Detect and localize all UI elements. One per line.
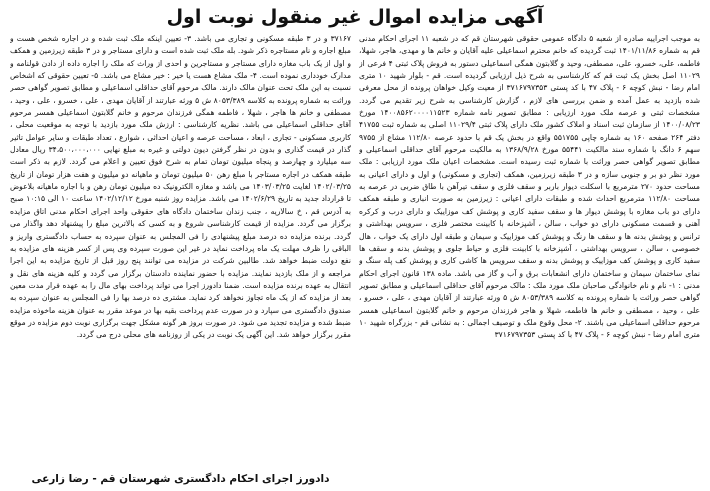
- text-column-left: [10, 33, 351, 486]
- notice-body-right: به موجب اجراییه صادره از شعبه ۵ دادگاه عمومی حقوقی شهرستان قم که در شعبه ۱۱ اجرای احکام مدنی قم به شماره ۱۴۰۱/۱۱/۸۶ ثبت گردیده که خانم محترم اسماعیلی علیه آقایان و خانم ها و مهدی، هاجر، شهلا، فاطمه، علی، خسرو، علی، مصطفی، وحید و گلابتون همگی اسماعیلی دستور به فروش پلاک ثبتی ۴ فرعی از ۱۱۰۲۹ اصل بخش یک ثبت قم که کارشناسی به شرح ذیل ارزیابی گردیده است. قم - بلوار شهید ۱۰ متری امام رضا - نبش کوچه ۶ - پلاک ۴۷ با کد پستی ۳۷۱۶۷۹۷۳۵۳ از معیت وکیل خواهان پرونده از محل معرفی شده بازدید به عمل آمده و ضمن بررسی های لازم ، گزارش کارشناسی به شرح زیر تقدیم می گردد. مشخصات ثبتی و عرصه ملک مورد ارزیابی : مطابق تصویر نامه شماره ۱۴۰۰۸۵۶۲۰۰۰۰۱۱۵۲۳ مورخ ۱۴۰۰/۰۸/۲۳ از سازمان ثبت اسناد و املاک کشور ملک دارای پلاک ثبتی ۱۱۰۲۹/۴ اصلی به شماره ثبت ۴۱۷۵۵ دفتر ۲۶۴ صفحه ۱۶۰ به شماره چاپی ۵۵۱۷۵۵ واقع در بخش یک قم با حدود عرصه ۱۱۲/۸۰ مشاع از ۹۷۵۵ سهم ۶ دانگ با شماره سند مالکیت ۵۵۴۴۱ مورخ ۱۳۶۸/۹/۲۸ به مالکیت مرحوم آقای حداقلی اسماعیلی و مطابق تصویر گواهی حصر وراثت با شماره ثبت رسیده است. مشخصات اعیان ملک مورد ارزیابی : ملک مورد نظر دو بر و جنوبی سازه و در ۳ طبقه زیرزمین، همکف (تجاری و مسکونی) و اول و دارای اعیانی به مساحت حدود ۲۷۰ مترمربع با اسکلت دیوار باربر و سقف فلزی و سقف تیرآهن با طاق ضربی در عرصه به مساحت ۱۱۲/۸۰ مترمربع احداث شده و طبقات دارای اعیانی : زیرزمین به صورت انباری و طبقه همکف دارای دو باب مغازه با پوشش دیوار ها و سقف سفید کاری و پوشش کف موزاییک و دارای درب و کرکره آهنی و قسمت مسکونی دارای دو خواب ، سالن ، آشپزخانه با کابینت مختصر فلزی ، سرویس بهداشتی و ترانس و پوشش بدنه ها و سقف ها رنگ و پوشش کف موزاییک و سیمان و طبقه اول دارای یک خواب ، هال خصوصی ، سالن ، سرویس بهداشتی ، آشپزخانه با کابینت فلزی و حیاط جلوی و پوشش بدنه و سقف ها سفید کاری و پوشش کف موزاییک و پوشش بدنه و سقف سرویس ها کاشی کاری و پوشش کف پله سنگ و نمای ساختمان سیمان و ساختمان دارای انشعابات برق و آب و گاز می باشد. ماده ۱۳۸ قانون اجرای احکام مدنی : ۱- نام و نام خانوادگی صاحبان ملک مورد ملک : مالک مرحوم آقای حداقلی اسماعیلی و مطابق تصویر گواهی حصر وراثت با شماره پرونده به کلاسه ۸۰۵۳/۳۸۹ ش ۵ ورثه عبارتند از آقایان مهدی ، علی ، خسرو ، علی ، وحید ، مصطفی و خانم ها فاطمه، شهلا و هاجر فرزندان مرحوم و خانم گلابتون اسماعیلی همسر مرحوم حداقلی اسماعیلی می باشند. ۲- محل وقوع ملک و توصیف اجمالی : به نشانی قم - بزرگراه شهید ۱۰ متری امام رضا - نبش کوچه ۶ - پلاک ۴۷ با کد پستی ۳۷۱۶۷۹۷۳۵۳: [359, 34, 700, 340]
- notice-body-left: ۳۷۱۶۷ و در ۳ طبقه مسکونی و تجاری می باشد. ۳- تعیین اینکه ملک ثبت شده و در اجاره شخص هست و مبلغ اجاره و نام مستاجره ذکر شود. بله ملک ثبت شده است و دارای مستاجر و در ۳ طبقه زیرزمین و همکف و اول از یک باب مغازه دارای مستاجر و مستاجرین و احدی از وراث که ملک را اجاره داده از دادن قولنامه و مدارک خودداری نموده است. ۴- ملک مشاع هست یا خیر : خیر مشاع می باشد. ۵- تعیین حقوقی که اشخاص نسبت به این ملک تحت عنوان مالک دارند. مالک مرحوم آقای حداقلی اسماعیلی و مطابق تصویر گواهی حصر وراثت به شماره پرونده به کلاسه ۸۰۵۳/۳۸۹ ش ۵ ورثه عبارتند از آقایان مهدی ، علی ، خسرو ، علی ، وحید ، مصطفی و خانم ها هاجر ، شهلا ، فاطمه همگی فرزندان مرحوم و خانم گلابتون اسماعیلی همسر مرحوم آقای حداقلی اسماعیلی می باشد. نظریه کارشناسی : ارزش ملک مورد بازدید با توجه به موقعیت محلی ، کاربری مسکونی - تجاری ، ابعاد ، مساحت عرصه و اعیان احداثی ، شوارع ، تعداد طبقات و سایر عوامل تاثیر گذار در قیمت گذاری و بدون در نظر گرفتن دیون دولتی و غیره به مبلغ نهایی ۳۴،۵۰۰،۰۰۰،۰۰۰ ریال معادل سه میلیارد و چهارصد و پنجاه میلیون تومان تمام به شرح فوق تعیین و اعلام می گردد. لازم به ذکر است طبقه همکف در اجاره مستاجر با مبلغ رهن ۵۰ میلیون تومان و ماهیانه دو میلیون و هفت هزار تومان از تاریخ ۱۴۰۲/۰۳/۲۵ لغایت ۱۴۰۳/۰۳/۲۵ می باشد و مغازه الکترونیک ده میلیون تومان رهن و با اجاره ماهیانه بلاعوض تا قرارداد جدید به تاریخ ۱۴۰۲/۶/۲۹ می باشد. مزایده روز شنبه مورخ ۱۴۰۲/۱۲/۱۲ ساعت ۱۰ الی ۱۰:۱۵ صبح به آدرس قم ، خ سالاریه ، جنب زندان ساختمان دادگاه های حقوقی واحد اجرای احکام مدنی اتاق مزایده برگزار می گردد. مزایده از قیمت کارشناسی شروع و به کسی که بالاترین مبلغ را پیشنهاد دهد واگذار می گردد. برنده مزایده ده درصد مبلغ پیشنهادی را فی المجلس به عنوان سپرده به حساب دادگستری واریز و الباقی را ظرف مهلت یک ماه پرداخت نماید در غیر این صورت سپرده وی پس از کسر هزینه های مزایده به نفع دولت ضبط خواهد شد. طالبین شرکت در مزایده می توانند پنج روز قبل از تاریخ مزایده به این اجرا مراجعه و از ملک بازدید نمایند. مزایده با حضور نماینده دادستان برگزار می گردد و کلیه هزینه های نقل و انتقال به عهده برنده مزایده است. ضمنا دادورز اجرا می تواند پرداخت بهای مال را به عهده فرار مدت معین بعد از مزایده که از یک ماه تجاوز نخواهد کرد نماید. مشتری ده درصد بها را فی المجلس به عنوان سپرده به صندوق دادگستری می سپارد و در صورت عدم پرداخت بقیه بها در موعد مقرر به عنوان هزینه ماخوذه مزایده ضبط شده و مزایده تجدید می شود. در صورت بروز هر گونه مشکل جهت برگزاری نوبت دوم مزایده در موقع مقرر برگزار خواهد شد. این آگهی یک نوبت در یکی از روزنامه های محلی درج می گردد.: [10, 34, 351, 340]
- signature-line: دادورز اجرای احکام دادگستری شهرستان قم - رضا زارعی: [31, 473, 330, 485]
- notice-columns: [10, 33, 700, 486]
- notice-body-left-container: [10, 33, 351, 470]
- text-column-right: [359, 33, 700, 486]
- notice-title: آگهی مزایده اموال غیر منقول نوبت اول: [166, 6, 544, 28]
